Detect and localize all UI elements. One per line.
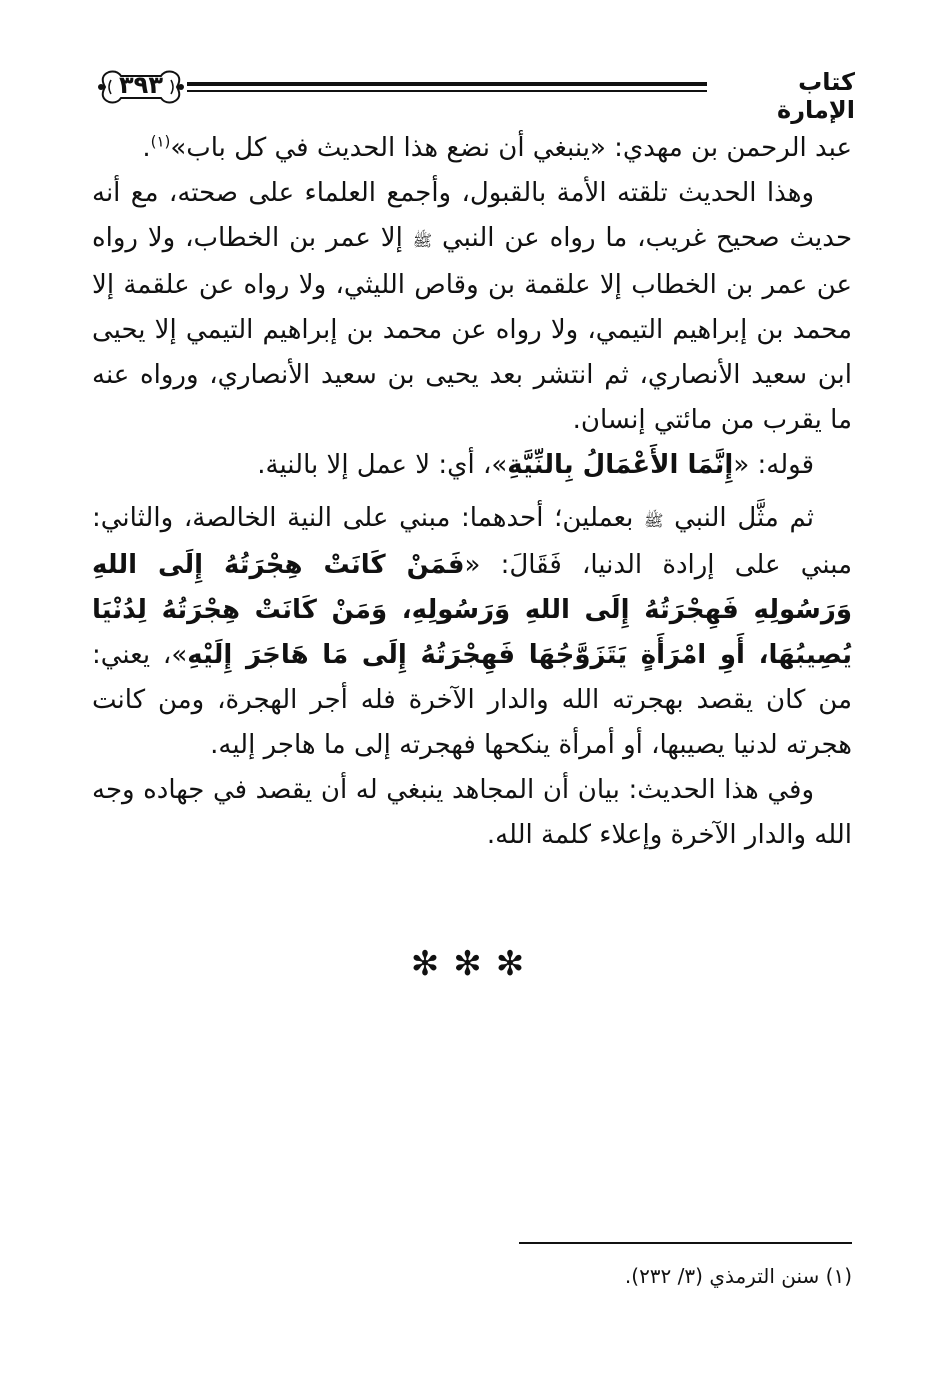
main-text [92,126,852,858]
footnote-rule [519,1242,852,1244]
section-separator: ✻✻✻ [410,944,539,984]
hadith-quote: إِنَّمَا الأَعْمَالُ بِالنِّيَّةِ [507,450,734,480]
book-title: كتاب الإمارة [777,68,855,124]
paragraph-2: وهذا الحديث تلقته الأمة بالقبول، وأجمع العلماء على صحته، مع أنه حديث صحيح غريب، ما رواه عن النبي ﷺ إلا عمر بن الخطاب، ولا رواه عن عمر بن الخطاب إلا علقمة بن وقاص الليثي، ولا رواه عن علقمة إلا محمد بن إبراهيم التيمي، ولا رواه عن محمد بن إبراهيم التيمي إلا يحيى ابن سعيد الأنصاري، ثم انتشر بعد يحيى بن سعيد الأنصاري، ورواه عنه ما يقرب من مائتي إنسان. [92,178,853,435]
page-number: ٣٩٣ [119,71,163,99]
hadith-quote: فَمَنْ كَانَتْ هِجْرَتُهُ إِلَى اللهِ وَرَسُولِهِ فَهِجْرَتُهُ إِلَى اللهِ وَرَسُولِهِ، وَمَنْ كَانَتْ هِجْرَتُهُ لِدُنْيَا يُصِيبُهَا، أَوِ امْرَأَةٍ يَتَزَوَّجُهَا فَهِجْرَتُهُ إِلَى مَا هَاجَرَ إِلَيْهِ [92,550,853,670]
paragraph-3: قوله: «إِنَّمَا الأَعْمَالُ بِالنِّيَّةِ»، أي: لا عمل إلا بالنية. [257,450,814,480]
paragraph-4: ثم مثَّل النبي ﷺ بعملين؛ أحدهما: مبني على النية الخالصة، والثاني: مبني على إرادة الدنيا، فَقَالَ: «فَمَنْ كَانَتْ هِجْرَتُهُ إِلَى اللهِ وَرَسُولِهِ فَهِجْرَتُهُ إِلَى اللهِ وَرَسُولِهِ، وَمَنْ كَانَتْ هِجْرَتُهُ لِدُنْيَا يُصِيبُهَا، أَوِ امْرَأَةٍ يَتَزَوَّجُهَا فَهِجْرَتُهُ إِلَى مَا هَاجَرَ إِلَيْهِ»، يعني: من كان يقصد بهجرته الله والدار الآخرة فله أجر الهجرة، ومن كانت هجرته لدنيا يصيبها، أو أمرأة ينكحها فهجرته إلى ما هاجر إليه. [92,503,853,760]
paragraph-5: وفي هذا الحديث: بيان أن المجاهد ينبغي له أن يقصد في جهاده وجه الله والدار الآخرة وإعلاء كلمة الله. [92,775,852,850]
salawat-glyph: ﷺ [412,231,433,250]
footnote-marker[interactable]: (١) [150,132,171,151]
page-header [95,62,855,124]
paragraph-1: عبد الرحمن بن مهدي: «ينبغي أن نضع هذا الحديث في كل باب»$^{(١)}$. [142,132,852,163]
footnote-1: (١) سنن الترمذي (٣/ ٢٣٢). [624,1264,852,1288]
header-rule [187,82,707,94]
salawat-glyph: ﷺ [644,511,664,530]
page-number-ornament [95,62,187,112]
